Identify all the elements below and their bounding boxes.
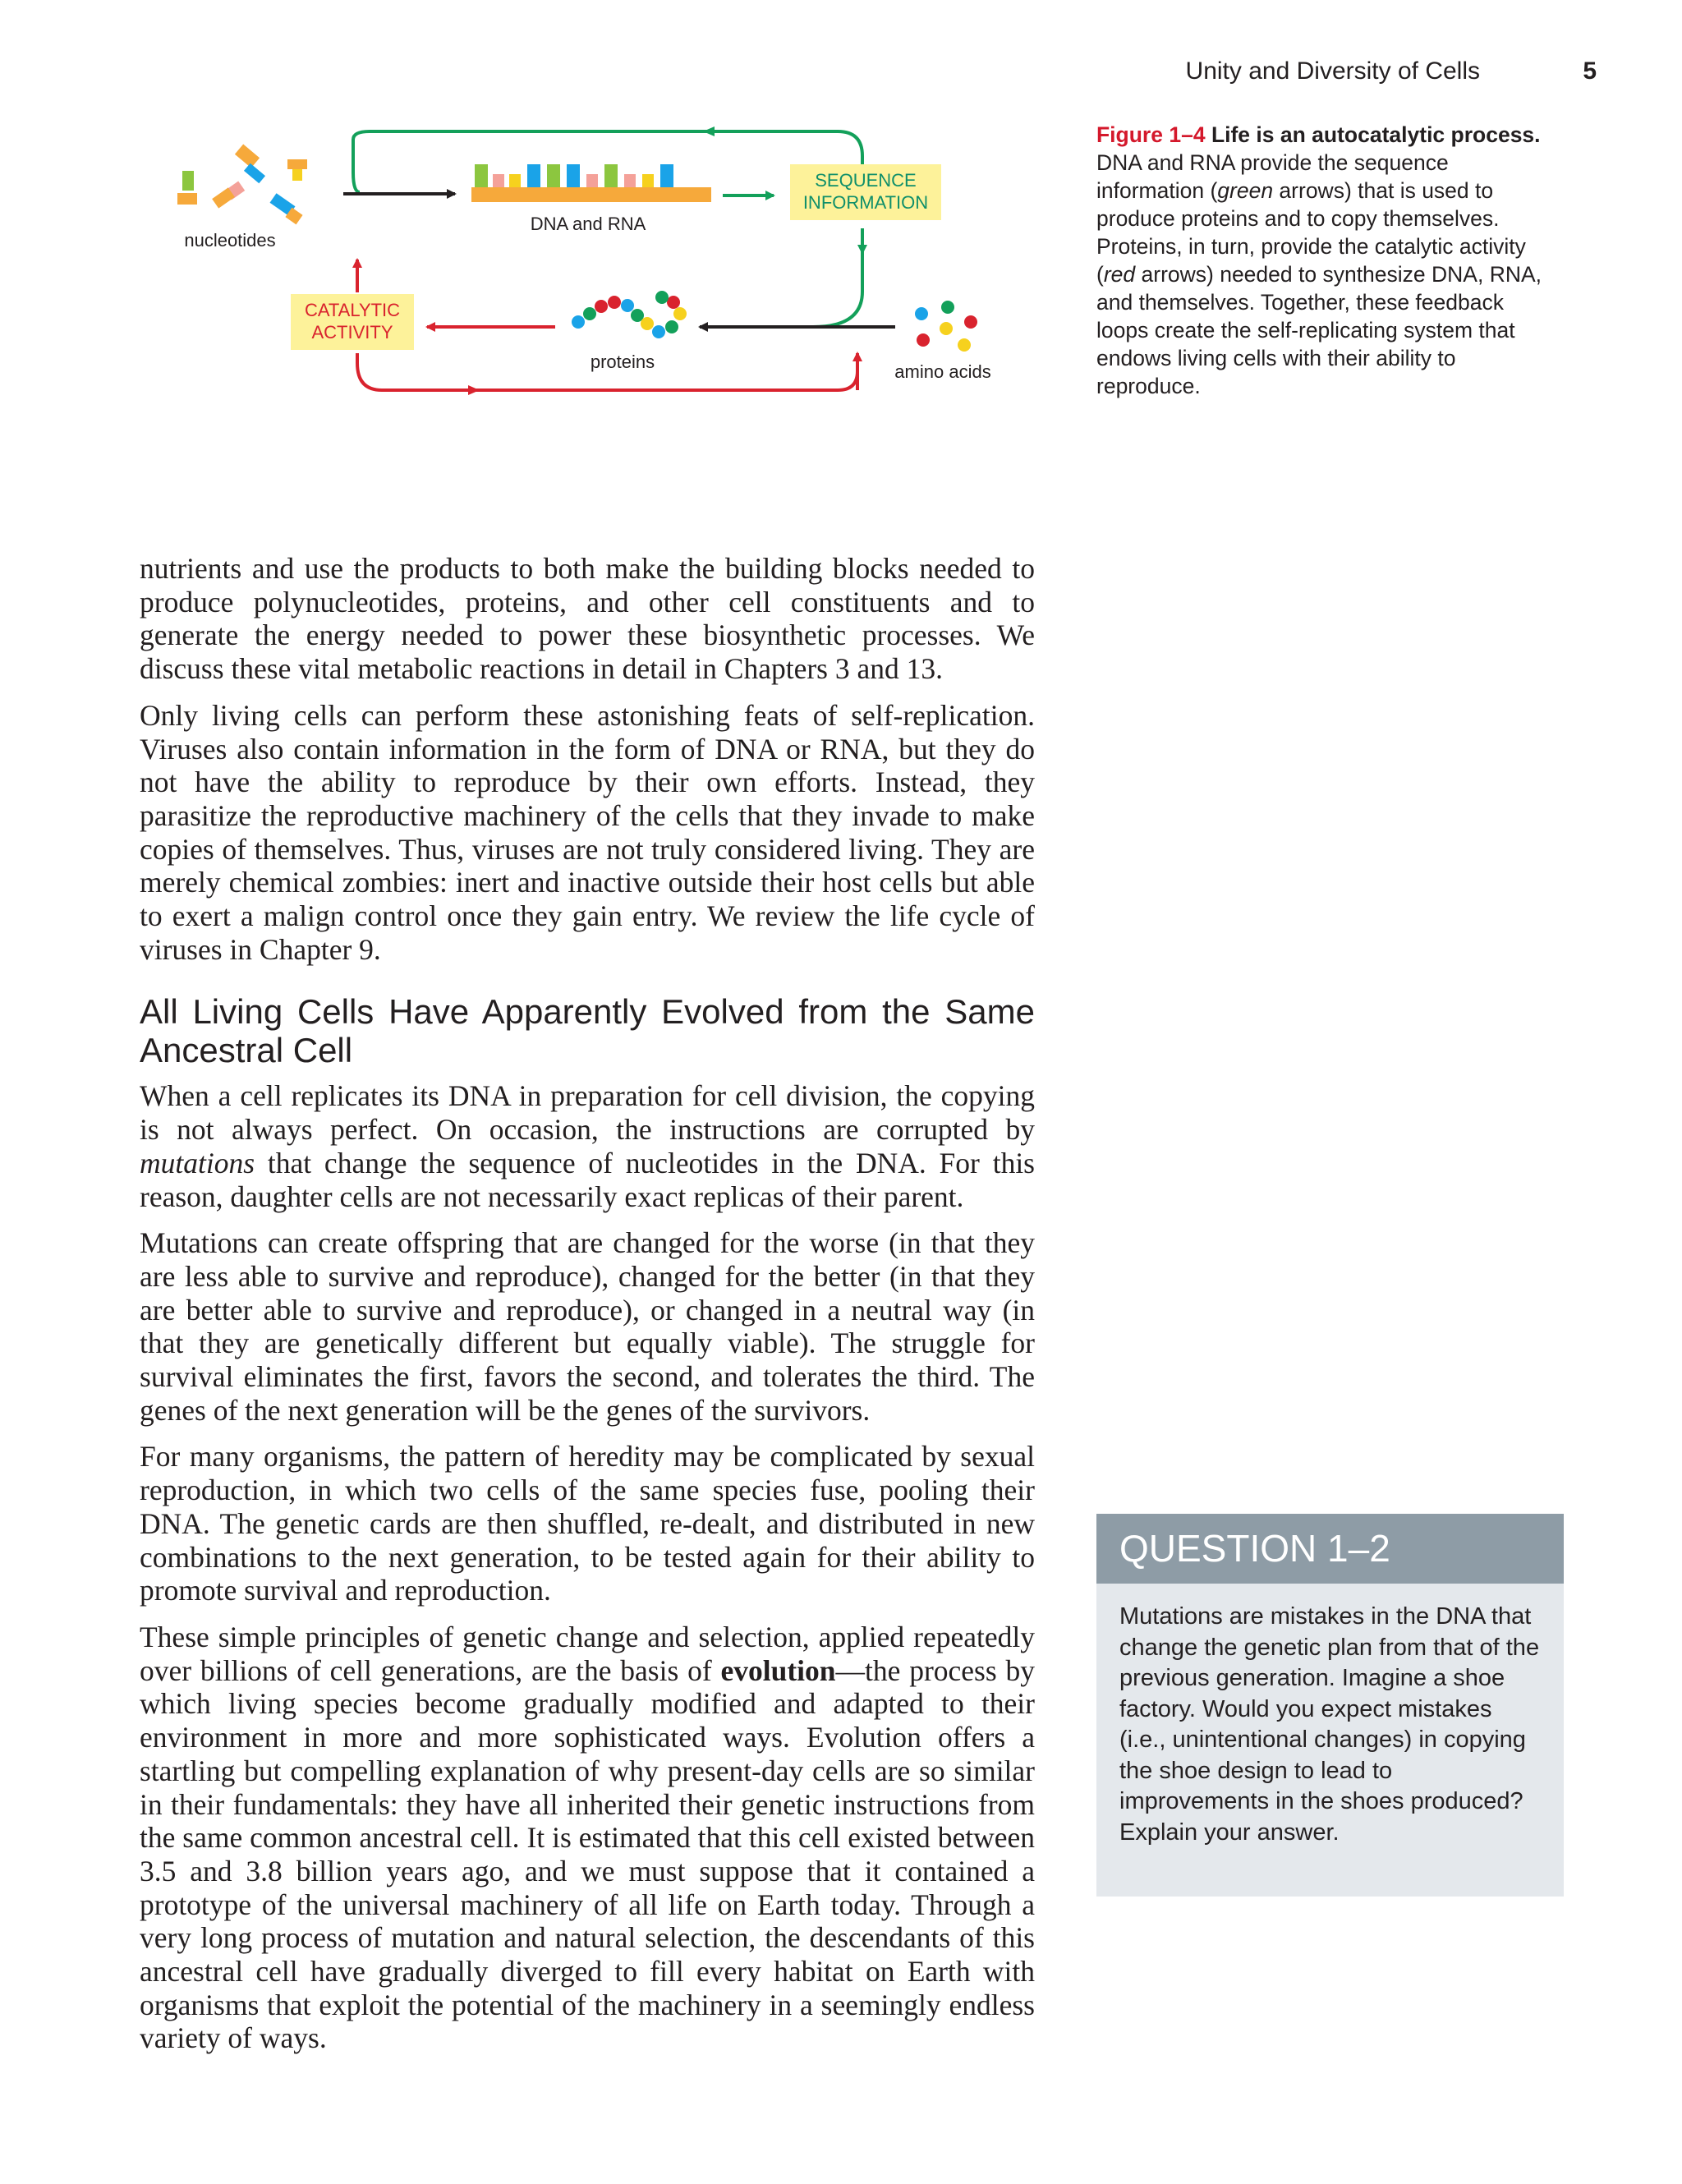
nucleotides-icon bbox=[177, 145, 307, 225]
caption-text-1: DNA and RNA provide the sequence information ( bbox=[1096, 150, 1449, 203]
amino-acids-label: amino acids bbox=[894, 361, 991, 382]
nucleotides-label: nucleotides bbox=[184, 230, 276, 251]
autocatalytic-figure bbox=[148, 107, 1010, 402]
term-mutations: mutations bbox=[140, 1146, 255, 1179]
catalytic-label-line2: ACTIVITY bbox=[311, 322, 393, 343]
proteins-label: proteins bbox=[590, 352, 655, 372]
paragraph-3: When a cell replicates its DNA in preparation for cell division, the copying is not always perfect. On occasion, the instructions are corrupted by mutations that change the sequence of nucleotides in the DNA. For this reason, daughter cells are not necessarily exact replicas of their parent. bbox=[140, 1079, 1035, 1213]
question-box bbox=[1096, 1514, 1564, 1897]
question-title: QUESTION 1–2 bbox=[1096, 1514, 1564, 1584]
dna-rna-label: DNA and RNA bbox=[530, 214, 646, 234]
figure-number: Figure 1–4 bbox=[1096, 122, 1206, 147]
green-top-arrowhead bbox=[703, 126, 715, 136]
sequence-label-line1: SEQUENCE bbox=[815, 170, 917, 191]
caption-text-2: arrows) that is used to produce proteins and to copy themselves. Proteins, in turn, provide the catalytic activity ( bbox=[1096, 178, 1526, 287]
question-text: Mutations are mistakes in the DNA that change the genetic plan from that of the previous generation. Imagine a shoe factory. Would you expect mistakes (i.e., unintentional changes) in copying the shoe design to lead to improvements in the shoes produced? Explain your answer. bbox=[1119, 1603, 1540, 1846]
sequence-label-line2: INFORMATION bbox=[802, 192, 929, 213]
dna-rna-strand-icon bbox=[471, 164, 711, 202]
paragraph-4: Mutations can create offspring that are changed for the worse (in that they are less able to survive and reproduce), changed for the better (in that they are better able to survive and reproduce), or changed in a neutral way (in that they are genetically different but equally viable). The struggle for survival eliminates the first, favors the second, and tolerates the third. The genes of the next generation will be the genes of the survivors. bbox=[140, 1226, 1035, 1427]
caption-green-word: green bbox=[1217, 178, 1274, 203]
paragraph-5: For many organisms, the pattern of heredity may be complicated by sexual reproduction, in which two cells of the same species fuse, pooling their DNA. The genetic cards are then shuffled, re-dealt, and distributed in new combinations to the next generation, to be tested again for their ability to promote survival and reproduction. bbox=[140, 1440, 1035, 1607]
page-number: 5 bbox=[1583, 57, 1597, 85]
green-curve-to-proteins bbox=[813, 228, 862, 327]
paragraph-6: These simple principles of genetic change and selection, applied repeatedly over billions of cell generations, are the basis of evolution—the process by which living species become gradually modified and adapted to their environment in more and more sophisticated ways. Evolution offers a startling but compelling explanation of why present-day cells are so similar in their fundamentals: they have all inherited their genetic instructions from the same common ancestral cell. It is estimated that this cell existed between 3.5 and 3.8 billion years ago, and we must suppose that it contained a prototype of the universal machinery of all life on Earth today. Through a very long process of mutation and natural selection, the descendants of this ancestral cell have gradually diverged to fill every habitat on Earth with organisms that exploit the potential of the machinery in a seemingly endless variety of ways. bbox=[140, 1620, 1035, 2055]
catalytic-label-line1: CATALYTIC bbox=[304, 300, 401, 320]
amino-acids-icon bbox=[915, 301, 977, 352]
caption-red-word: red bbox=[1103, 262, 1136, 287]
section-heading: All Living Cells Have Apparently Evolved from the Same Ancestral Cell bbox=[140, 992, 1035, 1070]
running-title: Unity and Diversity of Cells bbox=[1185, 57, 1480, 85]
paragraph-2: Only living cells can perform these astonishing feats of self-replication. Viruses also contain information in the form of DNA or RNA, but they do not have the ability to reproduce by their own efforts. Instead, they parasitize the reproductive machinery of the cells that they invade to make copies of themselves. Thus, viruses are not truly considered living. They are merely chemical zombies: inert and inactive outside their host cells but able to exert a malign control once they gain entry. We review the life cycle of viruses in Chapter 9. bbox=[140, 698, 1035, 966]
figure-caption bbox=[1096, 121, 1556, 400]
proteins-icon bbox=[572, 291, 687, 338]
paragraph-1: nutrients and use the products to both make the building blocks needed to produce polynucleotides, proteins, and other cell constituents and to generate the energy needed to power these biosynthetic processes. We discuss these vital metabolic reactions in detail in Chapters 3 and 13. bbox=[140, 552, 1035, 686]
figure-title: Life is an autocatalytic process. bbox=[1211, 122, 1541, 147]
caption-text-3: arrows) needed to synthesize DNA, RNA, and themselves. Together, these feedback loops create the self-replicating system that endows living cells with their ability to reproduce. bbox=[1096, 262, 1542, 398]
main-text-column bbox=[140, 552, 1035, 2068]
red-bottom-arrowhead bbox=[468, 385, 480, 395]
term-evolution: evolution bbox=[720, 1653, 836, 1687]
